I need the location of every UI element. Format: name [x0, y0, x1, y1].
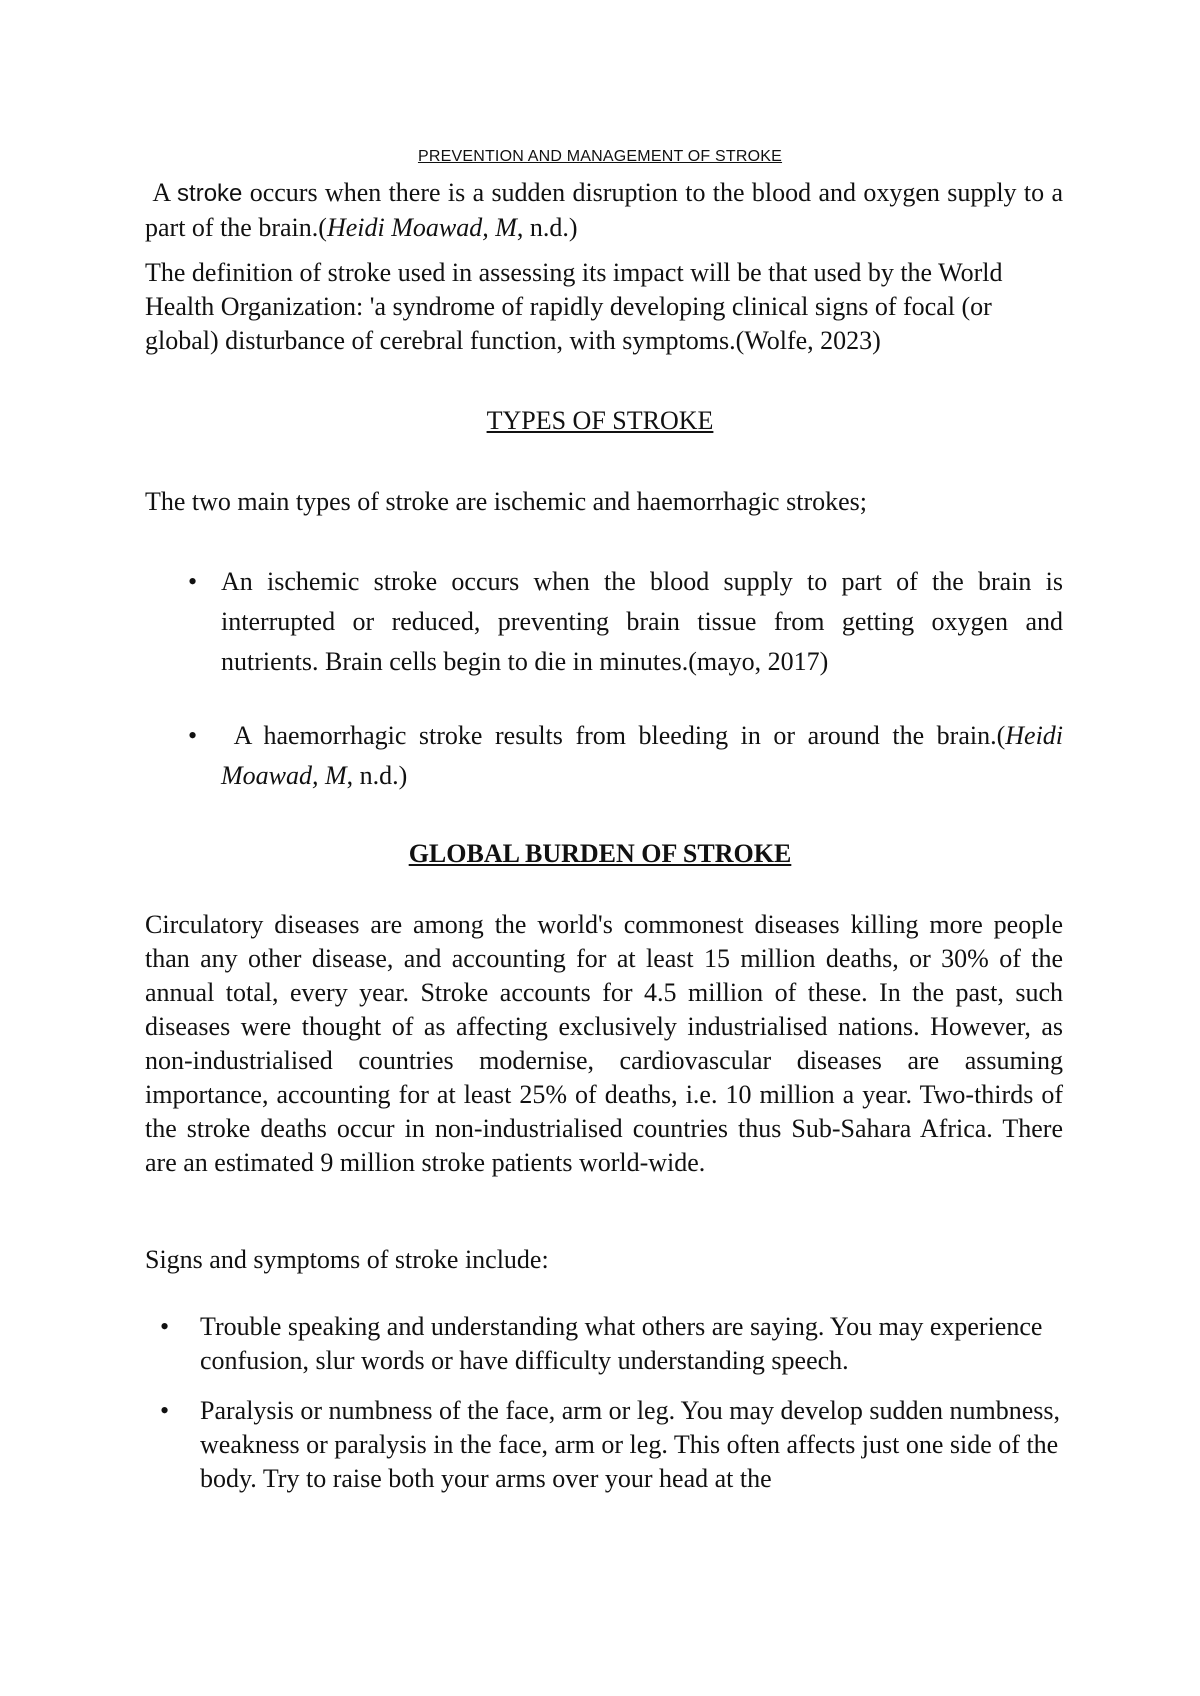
list-item	[160, 1310, 1063, 1378]
bullet-icon: •	[188, 721, 198, 750]
bullet-icon: •	[160, 1396, 170, 1425]
types-list	[188, 562, 1063, 796]
definition-paragraph: The definition of stroke used in assessing its impact will be that used by the World Health Organization: 'a syndrome of rapidly developing clinical signs of focal (or global) disturbance of cerebral function, with symptoms.(Wolfe, 2023)	[145, 258, 1003, 355]
sign-speaking-text: Trouble speaking and understanding what others are saying. You may experience confusion, slur words or have difficulty understanding speech.	[200, 1312, 1043, 1375]
sign-paralysis-text: Paralysis or numbness of the face, arm or leg. You may develop sudden numbness, weakness or paralysis in the face, arm or leg. This often affects just one side of the body. Try to raise both your arms over your head at the	[200, 1396, 1061, 1493]
burden-paragraph: Circulatory diseases are among the world's commonest diseases killing more people than any other disease, and accounting for at least 15 million deaths, or 30% of the annual total, every year. Stroke accounts for 4.5 million of these. In the past, such diseases were thought of as affecting exclusively industrialised nations. However, as non-industrialised countries modernise, cardiovascular diseases are assuming importance, accounting for at least 25% of deaths, i.e. 10 million a year. Two-thirds of the stroke deaths occur in non-industrialised countries thus Sub-Sahara Africa. There are an estimated 9 million stroke patients world-wide.	[145, 910, 1063, 1177]
intro-lead-text: occurs when there is a sudden disruption to the blood and oxygen supply to a part of the brain.(	[145, 178, 1063, 242]
signs-intro: Signs and symptoms of stroke include:	[145, 1245, 549, 1274]
list-item	[188, 562, 1063, 682]
types-intro: The two main types of stroke are ischemic and haemorrhagic strokes;	[145, 487, 867, 516]
list-item	[188, 716, 1063, 796]
haemorrhagic-stroke-text: A haemorrhagic stroke results from bleeding in or around the brain.(	[233, 721, 1006, 750]
bullet-icon: •	[160, 1312, 170, 1341]
types-heading: TYPES OF STROKE	[486, 406, 714, 435]
intro-paragraph: A stroke occurs when there is a sudden disruption to the blood and oxygen supply to a part of the brain.(Heidi Moawad, M, n.d.)	[145, 178, 1063, 242]
ischemic-stroke-text: An ischemic stroke occurs when the blood supply to part of the brain is interrupted or reduced, preventing brain tissue from getting oxygen and nutrients. Brain cells begin to die in minutes.(mayo, 2017)	[221, 567, 1063, 676]
signs-list	[160, 1310, 1063, 1496]
list-item	[160, 1394, 1063, 1496]
intro-citation: Heidi Moawad, M	[326, 213, 517, 242]
burden-heading: GLOBAL BURDEN OF STROKE	[408, 839, 792, 868]
intro-citation-end: , n.d.)	[516, 213, 578, 242]
haemorrhagic-citation: Heidi Moawad, M	[221, 721, 1064, 790]
bullet-icon: •	[188, 567, 198, 596]
haemorrhagic-citation-end: , n.d.)	[346, 761, 408, 790]
intro-lead-bold: stroke	[177, 180, 243, 207]
document-title: PREVENTION AND MANAGEMENT OF STROKE	[417, 148, 783, 165]
